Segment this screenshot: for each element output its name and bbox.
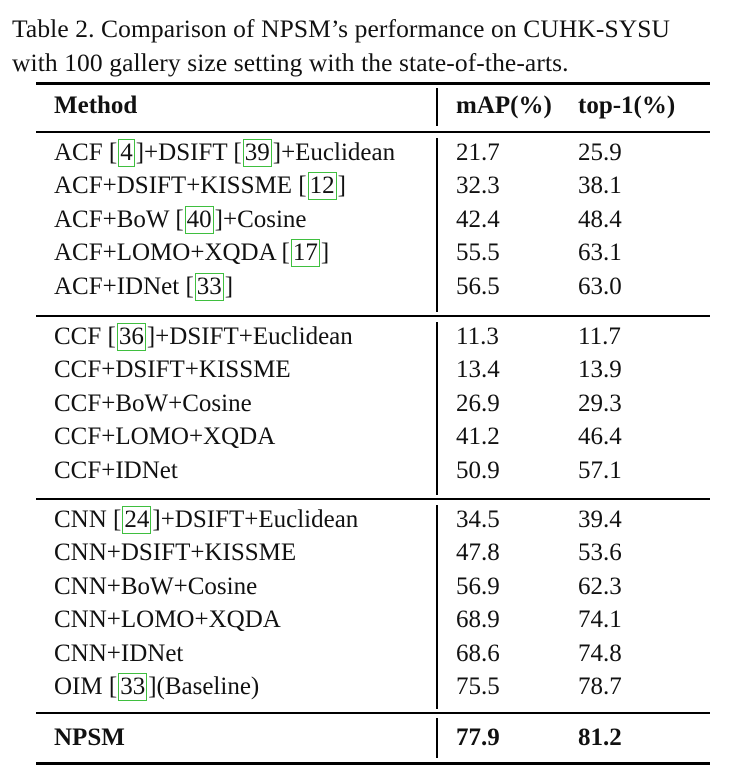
method-cell: [54, 422, 275, 452]
method-text: ]: [148, 673, 157, 700]
citation-link[interactable]: 4: [120, 139, 133, 166]
group-separator-rule: [36, 498, 710, 500]
citation-link[interactable]: 40: [186, 205, 212, 233]
method-cell: [54, 355, 291, 385]
citation-link[interactable]: 39: [244, 139, 270, 166]
map-cell: 56.5: [456, 272, 500, 300]
method-text: CCF+BoW+Cosine: [54, 389, 252, 417]
method-text: [: [108, 139, 118, 166]
method-cell: [54, 238, 329, 268]
map-cell: 47.8: [456, 539, 500, 567]
method-text: ]: [214, 205, 223, 233]
method-text: ACF+LOMO+XQDA: [54, 239, 282, 267]
header-map: mAP(%): [456, 92, 552, 119]
map-cell: 11.3: [456, 323, 499, 350]
method-text: ]: [224, 272, 234, 300]
caption-line-2: with 100 gallery size setting with the state-of-the-arts.: [12, 48, 569, 77]
method-text: ACF: [54, 139, 109, 166]
method-cell: [54, 456, 178, 486]
top1-cell: 74.8: [578, 639, 622, 667]
method-cell: [54, 322, 353, 352]
column-divider: [436, 138, 438, 312]
method-cell: [54, 171, 346, 201]
top1-cell: 46.4: [578, 423, 622, 451]
method-text: CCF+LOMO+XQDA: [54, 423, 276, 451]
citation-link[interactable]: 12: [309, 172, 335, 200]
final-column-divider: [436, 718, 438, 758]
method-text: [: [298, 172, 307, 200]
method-text: [: [175, 205, 184, 233]
map-cell: 32.3: [456, 172, 500, 200]
method-cell: [54, 572, 257, 602]
top-rule: [36, 82, 710, 85]
method-text: ]: [320, 239, 330, 267]
map-cell: 55.5: [456, 239, 500, 267]
bottom-rule: [36, 762, 710, 765]
method-text: CCF: [54, 323, 108, 350]
header-top1: top-1(%): [578, 92, 676, 119]
method-cell: [54, 639, 183, 669]
final-method-cell: NPSM: [54, 724, 125, 751]
method-text: (Baseline): [156, 673, 260, 700]
method-cell: [54, 538, 296, 568]
column-divider: [436, 505, 438, 709]
map-cell: 34.5: [456, 506, 500, 533]
map-cell: 75.5: [456, 673, 500, 700]
top1-cell: 25.9: [578, 139, 622, 166]
method-text: [: [107, 323, 116, 350]
header-method: Method: [54, 92, 138, 119]
top1-cell: 57.1: [578, 456, 622, 484]
method-text: CNN+IDNet: [54, 639, 184, 667]
method-text: ]: [152, 506, 161, 533]
final-map-cell: 77.9: [456, 724, 500, 751]
method-text: ACF+IDNet: [54, 272, 186, 300]
top1-cell: 53.6: [578, 539, 622, 567]
top1-cell: 39.4: [578, 506, 622, 533]
method-cell: [54, 605, 281, 635]
method-cell: [54, 505, 358, 535]
top1-cell: 62.3: [578, 572, 622, 600]
method-text: +DSIFT+Euclidean: [160, 506, 359, 533]
method-text: [: [113, 506, 122, 533]
method-text: ACF+DSIFT+KISSME: [54, 172, 299, 200]
method-text: CCF+DSIFT+KISSME: [54, 356, 291, 384]
method-text: [: [233, 139, 242, 166]
map-cell: 50.9: [456, 456, 500, 484]
header-column-divider: [436, 88, 438, 126]
map-cell: 68.9: [456, 606, 500, 634]
method-text: +DSIFT: [144, 139, 234, 166]
header-rule: [36, 131, 710, 133]
method-text: +Euclidean: [281, 139, 396, 166]
method-text: CNN+DSIFT+KISSME: [54, 539, 297, 567]
caption-line-1: Table 2. Comparison of NPSM’s performance on CUHK-SYSU: [12, 14, 671, 43]
method-text: OIM: [54, 673, 109, 700]
method-text: CCF+IDNet: [54, 456, 178, 484]
method-text: ]: [337, 172, 346, 200]
method-cell: [54, 272, 233, 302]
method-text: ]: [135, 139, 145, 166]
method-cell: [54, 205, 307, 235]
method-text: CNN: [54, 506, 114, 533]
top1-cell: 38.1: [578, 172, 622, 200]
method-text: +DSIFT+Euclidean: [155, 323, 353, 350]
method-cell: [54, 389, 252, 419]
method-cell: [54, 672, 259, 702]
method-text: ]: [146, 323, 156, 350]
citation-link[interactable]: 36: [118, 323, 144, 350]
map-cell: 41.2: [456, 423, 500, 451]
map-cell: 21.7: [456, 139, 500, 166]
map-cell: 13.4: [456, 356, 500, 384]
final-top1-cell: 81.2: [578, 724, 622, 751]
method-text: [: [108, 673, 118, 700]
top1-cell: 29.3: [578, 389, 622, 417]
top1-cell: 11.7: [578, 323, 621, 350]
method-text: [: [281, 239, 290, 267]
top1-cell: 13.9: [578, 356, 622, 384]
top1-cell: 63.1: [578, 239, 622, 267]
map-cell: 26.9: [456, 389, 500, 417]
final-row-rule: [36, 712, 710, 714]
map-cell: 68.6: [456, 639, 500, 667]
method-text: +Cosine: [222, 205, 307, 233]
column-divider: [436, 322, 438, 495]
map-cell: 42.4: [456, 205, 500, 233]
method-text: [: [185, 272, 194, 300]
top1-cell: 48.4: [578, 205, 622, 233]
method-text: CNN+BoW+Cosine: [54, 572, 258, 600]
group-separator-rule: [36, 315, 710, 317]
method-text: CNN+LOMO+XQDA: [54, 606, 281, 634]
method-text: ]: [272, 139, 282, 166]
top1-cell: 63.0: [578, 272, 622, 300]
citation-link[interactable]: 17: [292, 239, 318, 267]
top1-cell: 74.1: [578, 606, 622, 634]
method-text: ACF+BoW: [54, 205, 176, 233]
citation-link[interactable]: 33: [196, 272, 222, 300]
map-cell: 56.9: [456, 572, 500, 600]
citation-link[interactable]: 33: [120, 673, 146, 700]
citation-link[interactable]: 24: [124, 506, 150, 533]
table-caption: [12, 12, 742, 80]
method-cell: [54, 138, 395, 168]
top1-cell: 78.7: [578, 673, 622, 700]
